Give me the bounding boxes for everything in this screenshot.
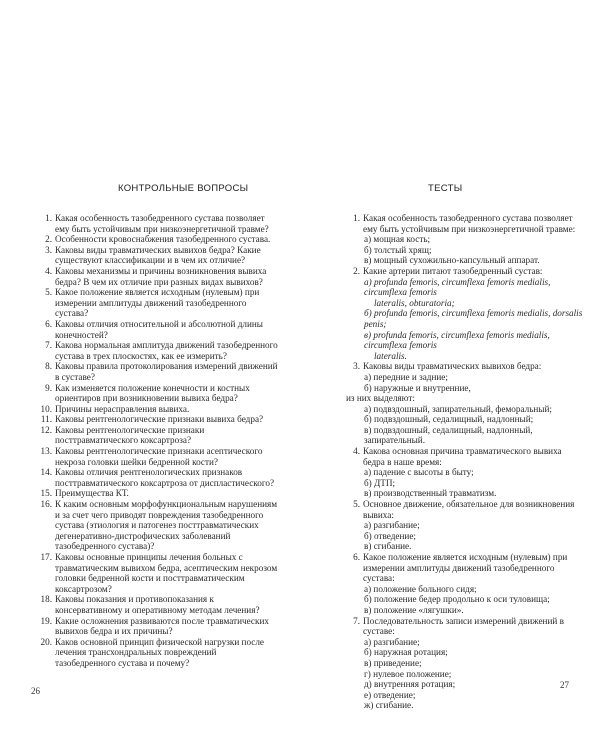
question-number: 8. [45,361,52,372]
answer-option: б) наружные и внутренние, [364,382,471,393]
control-question-item [36,446,278,467]
answer-option: б) ДТП; [364,477,396,488]
test-question: 1. Какая особенность тазобедренного сустава позволяет ему быть устойчивым при низкоэнергетичной травме: [353,213,576,234]
page-number: 26 [31,686,40,696]
answer-option: в) приведение; [364,657,422,668]
question-text: Каковы рентгенологические признаки вывиха бедра? [55,414,264,425]
question-text: Причины нерасправления вывиха. [55,403,190,414]
question-text: Каковы основные принципы лечения больных с травматическим вывихом бедра, асептическим некрозом головки бедренной кости и посттравматическим коксартрозом? [55,552,278,594]
answer-option: в) положение «лягушки». [364,604,464,615]
control-question-item [36,287,278,319]
test-question: 2. Какие артерии питают тазобедренный сустав: [353,265,543,276]
question-text: Каковы правила протоколирования измерений движений в суставе? [55,361,278,382]
control-questions-list [36,213,278,669]
answer-option: б) толстый хрящ; [364,244,432,255]
control-question-item [36,245,278,266]
question-text: Преимущества КТ. [55,488,129,499]
question-number: 5. [45,287,52,298]
question-number: 15. [40,488,52,499]
answer-option: в) profunda femoris, circumflexa femoris medialis, circumflexa femoris [364,329,550,351]
test-question: 5. Основное движение, обязательное для возникновения вывиха: [353,499,575,520]
question-text: Каковы рентгенологические признаки асептического некроза головки шейки бедренной кости? [55,446,263,467]
question-number: 1. [45,213,52,223]
answer-option: б) отведение; [364,530,416,541]
answer-option: б) подвздошный, седалищный, надлонный; [364,414,534,425]
answer-option: г) нулевое положение; [364,668,452,679]
question-text: Какие осложнения развиваются после травматических вывихов бедра и их причины? [55,615,269,637]
question-number: 4. [45,265,52,276]
answer-option: е) отведение; [364,689,416,700]
answer-option: в) производственный травматизм. [364,488,497,499]
question-number: 14. [40,467,52,478]
control-question-item [36,319,278,340]
answer-option: а) разгибание; [364,520,420,531]
question-text: Каковы рентгенологические признаки посттравматического коксартроза? [55,424,205,446]
answer-option: д) внутренняя ротация; [364,679,456,690]
question-number: 7. [45,340,52,351]
tests-list [346,213,584,711]
control-question-item [36,552,278,594]
answer-option: а) положение больного сидя; [364,583,477,594]
control-question-item [36,361,278,382]
control-question-item [36,213,278,234]
answer-option-continuation: lateralis, obturatoria; [374,297,455,308]
question-text: Каковы показания и противопоказания к консервативному и оперативному методам лечения? [55,594,260,615]
question-number: 6. [45,318,52,329]
answer-option: а) падение с высоты в быту; [364,467,474,478]
control-question-item [36,594,278,615]
answer-option-continuation: lateralis. [374,350,407,361]
question-number: 13. [40,446,52,457]
test-question: 3. Каковы виды травматических вывихов бедра: [353,361,542,372]
answer-option: ж) сгибание. [364,700,414,711]
question-text: Каковы механизмы и причины возникновения вывиха бедра? В чем их отличие при разных видах вывихов? [55,265,267,287]
answer-option: а) profunda femoris, circumflexa femoris medialis, circumflexa femoris [364,276,551,298]
control-question-item [36,340,278,361]
question-number: 12. [40,424,52,435]
question-text: Каковы отличия рентгенологических признаков посттравматического коксартроза от диспластического? [55,467,275,488]
answer-option: а) мощная кость; [364,234,431,245]
control-question-item [36,404,278,415]
question-number: 9. [45,382,52,393]
answer-option: а) передние и задние; [364,371,448,382]
question-text: Особенности кровоснабжения тазобедренного сустава. [55,234,271,245]
control-question-item [36,488,278,499]
control-question-item [36,616,278,637]
control-question-item [36,467,278,488]
question-text: Каковы отличия относительной и абсолютной длины конечностей? [55,318,263,340]
question-text: Какая особенность тазобедренного сустава позволяет ему быть устойчивым при низкоэнергетичной травме? [55,213,269,234]
question-number: 3. [45,244,52,255]
control-question-item [36,234,278,245]
control-question-item [36,425,278,446]
question-text: К каким основным морфофункциональным нарушениям и за счет чего приводят повреждения тазобедренного сустава (этиология и патогенез посттравматических дегенеративно-дистрофических заболеваний тазобедренного сустава)? [55,499,278,552]
question-number: 20. [40,636,52,647]
answer-option: б) положение бедер продольно к оси туловища; [364,594,550,605]
control-question-item [36,414,278,425]
question-number: 2. [45,234,52,245]
question-text: Каков основной принцип физической нагрузки после лечения трансхондральных повреждений тазобедренного сустава и почему? [55,636,265,668]
tests-heading: ТЕСТЫ [428,183,463,194]
question-number: 19. [40,615,52,626]
answer-option: а) подвздошный, запирательный, феморальный; [364,403,552,414]
answer-option: б) наружная ротация; [364,647,448,658]
answer-option: в) подвздошный, седалищный, надлонный, запирательный. [364,424,533,446]
control-question-item [36,637,278,669]
control-question-item [36,266,278,287]
right-page [300,0,600,750]
sub-heading-text: из них выделяют: [346,393,415,404]
question-text: Какова нормальная амплитуда движений тазобедренного сустава в трех плоскостях, как ее измерить? [55,340,278,361]
control-questions-heading: КОНТРОЛЬНЫЕ ВОПРОСЫ [118,183,249,194]
question-number: 11. [40,414,52,425]
question-text: Как изменяется положение конечности и костных ориентиров при возникновении вывиха бедра? [55,382,250,404]
question-number: 18. [40,594,52,605]
test-question: 6. Какое положение является исходным (нулевым) при измерении амплитуды движений тазобедренного сустава: [353,552,568,584]
test-question: 7. Последовательность записи измерений движений в суставе: [353,615,564,637]
page-number: 27 [560,680,569,690]
question-number: 17. [40,552,52,562]
control-question-item [36,499,278,552]
answer-option: в) сгибание. [364,541,412,552]
question-number: 10. [40,403,52,414]
answer-option: б) profunda femoris, circumflexa femoris medialis, dorsalis penis; [364,308,583,329]
question-text: Какое положение является исходным (нулевым) при измерении амплитуды движений тазобедренного сустава? [55,287,260,319]
test-question: 4. Какова основная причина травматического вывиха бедра в наше время: [353,446,562,467]
question-text: Каковы виды травматических вывихов бедра? Какие существуют классификации и в чем их отличие? [55,244,261,266]
answer-option: а) разгибание; [364,636,420,647]
question-number: 16. [40,499,52,510]
control-question-item [36,383,278,404]
answer-option: в) мощный сухожильно-капсульный аппарат. [364,255,540,266]
